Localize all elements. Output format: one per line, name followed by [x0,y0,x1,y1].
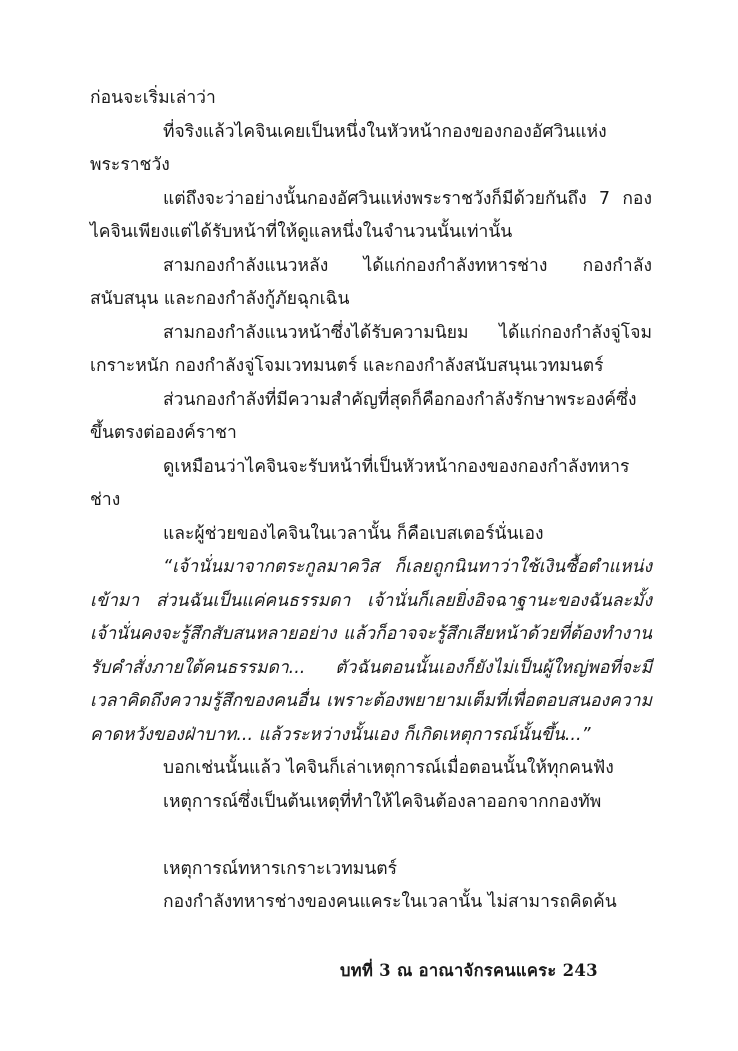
paragraph: บอกเช่นนั้นแล้ว ไคจินก็เล่าเหตุการณ์เมื่อตอนนั้นให้ทุกคนฟัง [163,758,614,778]
paragraph: กองกำลังทหารช่างของคนแคระในเวลานั้น ไม่สามารถคิดค้น [163,892,617,912]
quoted-paragraph: “เจ้านั่นมาจากตระกูลมาควิส ก็เลยถูกนินทาว่าใช้เงินซื้อตำแหน่งเข้ามา ส่วนฉันเป็นแค่คนธรรมดา เจ้านั่นก็เลยยิ่งอิจฉาฐานะของฉันละมั้ง เจ้านั่นคงจะรู้สึกสับสนหลายอย่าง แล้วก็อาจจะรู้สึกเสียหน้าด้วยที่ต้องทำงานรับคำสั่งภายใต้คนธรรมดา... ตัวฉันตอนนั้นเองก็ยังไม่เป็นผู้ใหญ่พอที่จะมีเวลาคิดถึงความรู้สึกของคนอื่น เพราะต้องพยายามเต็มที่เพื่อตอบสนองความคาดหวังของฝ่าบาท... แล้วระหว่างนั้นเอง ก็เกิดเหตุการณ์นั้นขึ้น...” [90,557,652,745]
paragraph: สามกองกำลังแนวหน้าซึ่งได้รับความนิยม ได้แก่กองกำลังจู่โจมเกราะหนัก กองกำลังจู่โจมเวทมนตร์ และกองกำลังสนับสนุนเวทมนตร์ [90,322,652,376]
paragraph: ที่จริงแล้วไคจินเคยเป็นหนึ่งในหัวหน้ากองของกองอัศวินแห่งพระราชวัง [90,121,607,175]
blank-line [90,819,652,853]
paragraph: เหตุการณ์ซึ่งเป็นต้นเหตุที่ทำให้ไคจินต้องลาออกจากกองทัพ [163,791,602,812]
paragraph: ส่วนกองกำลังที่มีความสำคัญที่สุดก็คือกองกำลังรักษาพระองค์ซึ่งขึ้นตรงต่อองค์ราชา [90,389,637,443]
paragraph: สามกองกำลังแนวหลัง ได้แก่กองกำลังทหารช่าง กองกำลังสนับสนุน และกองกำลังกู้ภัยฉุกเฉิน [90,255,652,309]
section-heading: เหตุการณ์ทหารเกราะเวทมนตร์ [163,858,398,879]
paragraph: ก่อนจะเริ่มเล่าว่า [90,88,216,108]
body-text [90,82,652,920]
paragraph: ดูเหมือนว่าไคจินจะรับหน้าที่เป็นหัวหน้ากองของกองกำลังทหารช่าง [90,456,630,510]
paragraph: แต่ถึงจะว่าอย่างนั้นกองอัศวินแห่งพระราชวังก็มีด้วยกันถึง 7 กอง ไคจินเพียงแต่ได้รับหน้าที่ให้ดูแลหนึ่งในจำนวนนั้นเท่านั้น [90,188,652,242]
paragraph: และผู้ช่วยของไคจินในเวลานั้น ก็คือเบสเตอร์นั่นเอง [163,523,544,544]
page-footer: บทที่ 3 ณ อาณาจักรคนแคระ 243 [340,961,598,980]
